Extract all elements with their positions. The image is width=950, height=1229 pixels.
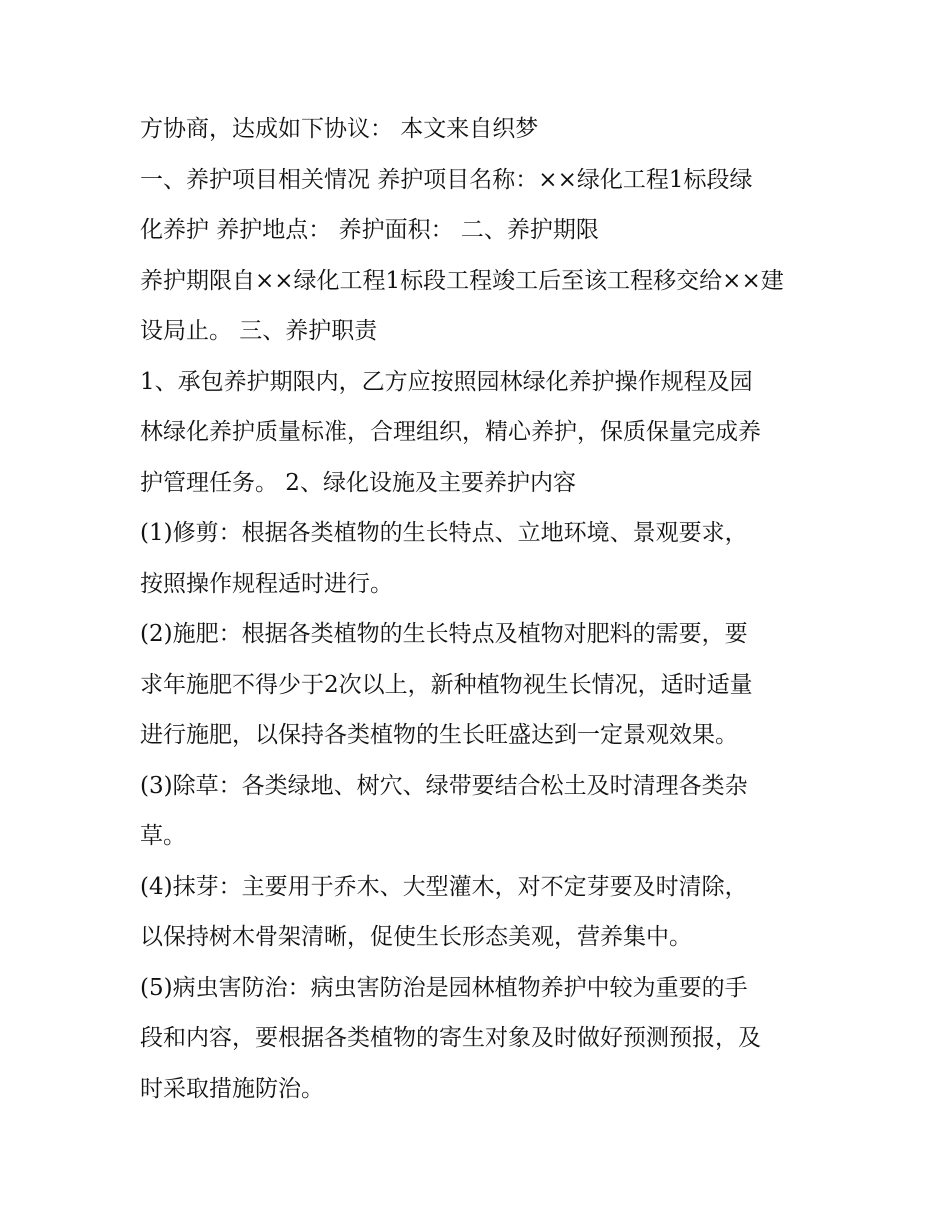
text-line: (2)施肥：根据各类植物的生长特点及植物对肥料的需要，要 (140, 621, 748, 647)
document-body (140, 104, 820, 1114)
text-line: 求年施肥不得少于2次以上，新种植物视生长情况，适时适量 (140, 671, 753, 698)
text-line: 进行施肥，以保持各类植物的生长旺盛达到一定景观效果。 (140, 722, 738, 748)
text-line: 方协商，达成如下协议： 本文来自织梦 (140, 116, 539, 142)
text-line: 以保持树木骨架清晰，促使生长形态美观，营养集中。 (140, 924, 692, 950)
text-line: (3)除草：各类绿地、树穴、绿带要结合松土及时清理各类杂 (140, 772, 748, 799)
text-line: 林绿化养护质量标准，合理组织，精心养护，保质保量完成养 (140, 419, 761, 445)
text-line: (4)抹芽：主要用于乔木、大型灌木，对不定芽要及时清除， (140, 873, 748, 900)
text-line: 养护期限自××绿化工程1标段工程竣工后至该工程移交给××建 (140, 267, 784, 294)
text-line: 时采取措施防治。 (140, 1075, 324, 1102)
text-line: 草。 (140, 823, 186, 849)
text-line: (1)修剪：根据各类植物的生长特点、立地环境、景观要求， (140, 520, 748, 546)
text-line: 一、养护项目相关情况 养护项目名称：××绿化工程1标段绿 (140, 166, 753, 193)
text-line: (5)病虫害防治：病虫害防治是园林植物养护中较为重要的手 (140, 974, 748, 1001)
text-line: 化养护 养护地点： 养护面积： 二、养护期限 (140, 217, 599, 243)
text-line: 按照操作规程适时进行。 (140, 570, 393, 597)
text-line: 段和内容，要根据各类植物的寄生对象及时做好预测预报，及 (140, 1025, 761, 1051)
text-line: 1、承包养护期限内，乙方应按照园林绿化养护操作规程及园 (140, 368, 753, 395)
text-line: 护管理任务。 2、绿化设施及主要养护内容 (140, 469, 576, 496)
text-line: 设局止。 三、养护职责 (140, 318, 378, 344)
